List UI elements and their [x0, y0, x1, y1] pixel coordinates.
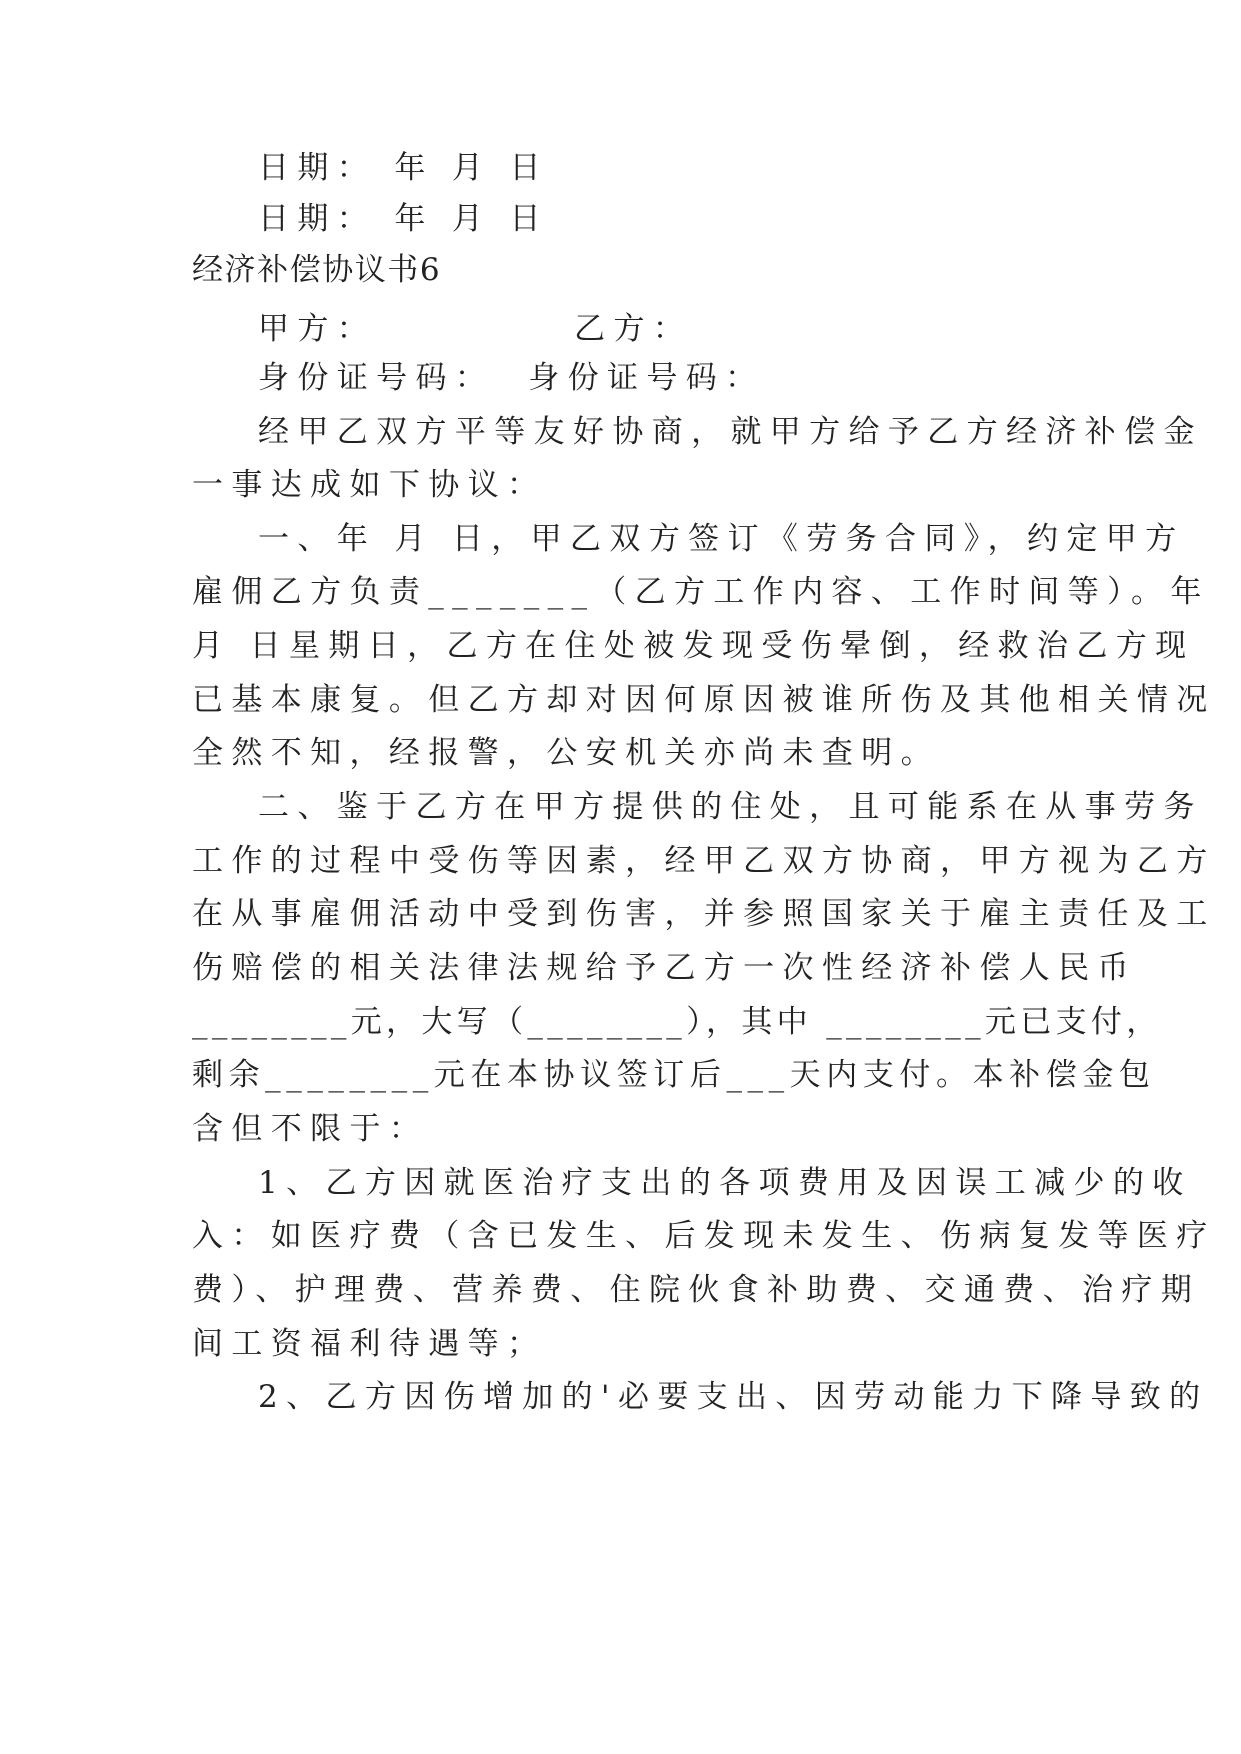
body-line: 全然不知，经报警，公安机关亦尚未查明。 [192, 735, 941, 771]
body-line: 剩余________元在本协议签订后___天内支付。本补偿金包 [192, 1057, 1156, 1093]
party-b-label: 乙方： [574, 311, 693, 347]
body-line: 经甲乙双方平等友好协商，就甲方给予乙方经济补偿金 [258, 414, 1203, 450]
body-line: 月 日星期日，乙方在住处被发现受伤晕倒，经救治乙方现 [192, 628, 1195, 664]
body-line: 工作的过程中受伤等因素，经甲乙双方协商，甲方视为乙方 [192, 843, 1216, 879]
body-line: 间工资福利待遇等； [192, 1326, 547, 1362]
date-line-2: 日期： 年 月 日 [258, 201, 549, 237]
id-label-b: 身份证号码： [528, 360, 765, 396]
body-line: 在从事雇佣活动中受到伤害，并参照国家关于雇主责任及工 [192, 896, 1216, 932]
body-line: 伤赔偿的相关法律法规给予乙方一次性经济补偿人民币 [192, 950, 1137, 986]
body-line: 一、年 月 日，甲乙双方签订《劳务合同》，约定甲方 [258, 521, 1185, 557]
body-line: 已基本康复。但乙方却对因何原因被谁所伤及其他相关情况 [192, 682, 1216, 718]
document-title: 经济补偿协议书6 [192, 252, 442, 288]
body-line: 二、鉴于乙方在甲方提供的住处，且可能系在从事劳务 [258, 789, 1203, 825]
date-line-1: 日期： 年 月 日 [258, 150, 549, 186]
body-line: 1、乙方因就医治疗支出的各项费用及因误工减少的收 [258, 1165, 1192, 1201]
body-line: 含但不限于： [192, 1111, 429, 1147]
party-a-label: 甲方： [258, 311, 377, 347]
body-line: 入：如医疗费（含已发生、后发现未发生、伤病复发等医疗 [192, 1218, 1216, 1254]
body-line: 费）、护理费、营养费、住院伙食补助费、交通费、治疗期 [192, 1272, 1201, 1308]
body-line: 雇佣乙方负责_______（乙方工作内容、工作时间等）。年 [192, 574, 1210, 610]
id-number-line [258, 358, 764, 398]
party-line [258, 309, 692, 349]
id-label-a: 身份证号码： [258, 360, 495, 396]
body-line: 2、乙方因伤增加的'必要支出、因劳动能力下降导致的 [258, 1379, 1209, 1415]
body-line: 一事达成如下协议： [192, 467, 547, 503]
body-line: ________元，大写（________），其中 ________元已支付， [192, 1004, 1162, 1040]
